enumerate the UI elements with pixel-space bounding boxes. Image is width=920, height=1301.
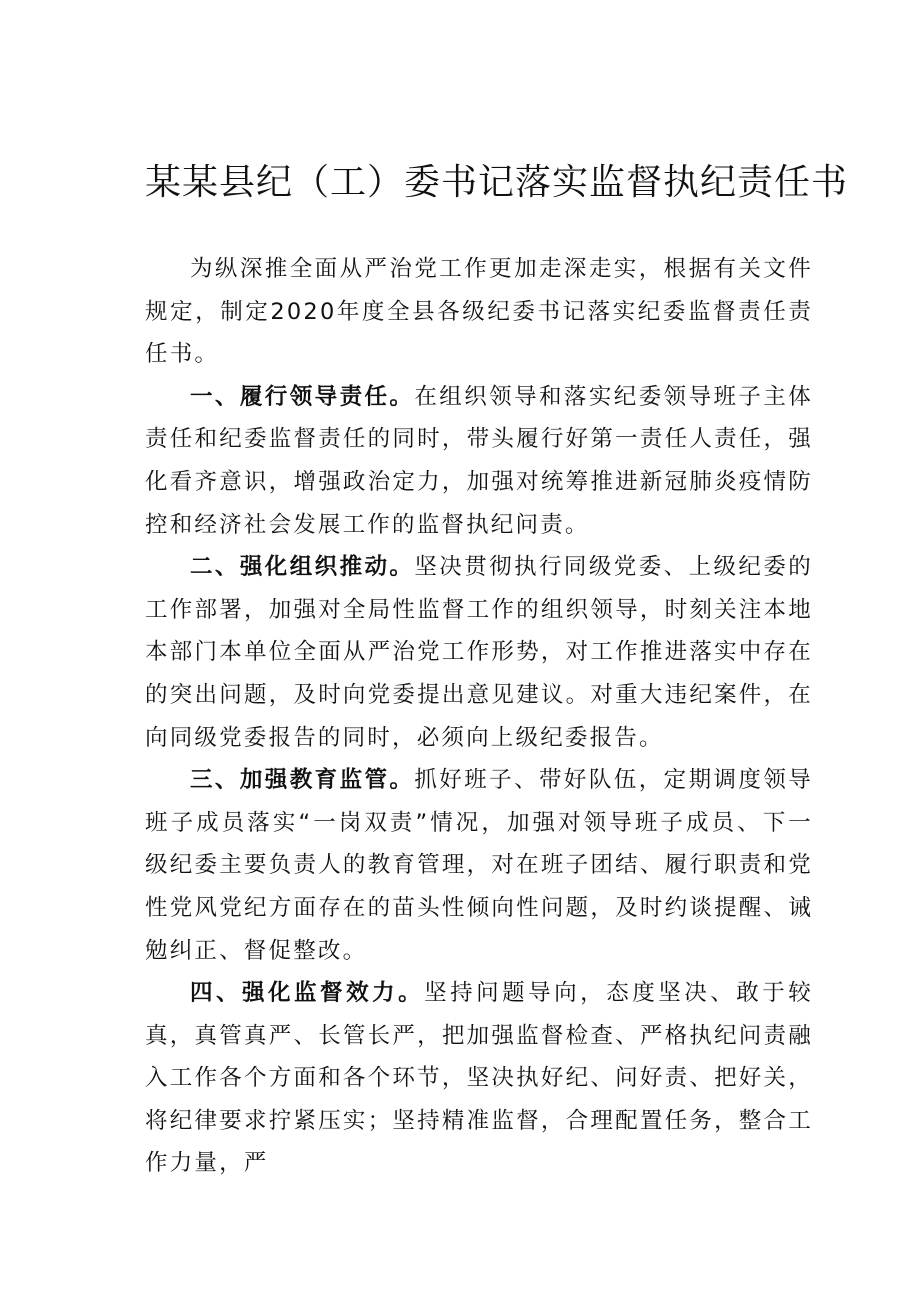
section-4-heading: 四、强化监督效力。: [190, 980, 425, 1007]
section-1-text: 在组织领导和落实纪委领导班子主体责任和纪委监督责任的同时，带头履行好第一责任人责任，强化看齐意识，增强政治定力，加强对统筹推进新冠肺炎疫情防控和经济社会发展工作的监督执纪问责。: [145, 383, 813, 538]
section-3-heading: 三、加强教育监管。: [190, 767, 415, 794]
section-4-paragraph: [145, 972, 813, 1185]
section-2-text: 坚决贯彻执行同级党委、上级纪委的工作部署，加强对全局性监督工作的组织领导，时刻关注本地本部门本单位全面从严治党工作形势，对工作推进落实中存在的突出问题，及时向党委提出意见建议。对重大违纪案件，在向同级党委报告的同时，必须向上级纪委报告。: [145, 554, 813, 751]
section-1-paragraph: [145, 376, 813, 546]
section-2-heading: 二、强化组织推动。: [190, 554, 415, 581]
document-body: [145, 248, 813, 1185]
section-4-text: 坚持问题导向，态度坚决、敢于较真，真管真严、长管长严，把加强监督检查、严格执纪问责融入工作各个方面和各个环节，坚决执好纪、问好责、把好关，将纪律要求拧紧压实；坚持精准监督，合理配置任务，整合工作力量，严: [145, 980, 813, 1177]
intro-paragraph: 为纵深推全面从严治党工作更加走深走实，根据有关文件规定，制定2020年度全县各级纪委书记落实纪委监督责任责任书。: [145, 256, 813, 368]
document-title: 某某县纪（工）委书记落实监督执纪责任书: [145, 162, 849, 203]
section-3-text: 抓好班子、带好队伍，定期调度领导班子成员落实“一岗双责”情况，加强对领导班子成员、下一级纪委主要负责人的教育管理，对在班子团结、履行职责和党性党风党纪方面存在的苗头性倾向性问题，及时约谈提醒、诫勉纠正、督促整改。: [145, 767, 813, 964]
section-2-paragraph: [145, 546, 813, 759]
section-1-heading: 一、履行领导责任。: [190, 383, 415, 410]
section-3-paragraph: [145, 759, 813, 972]
